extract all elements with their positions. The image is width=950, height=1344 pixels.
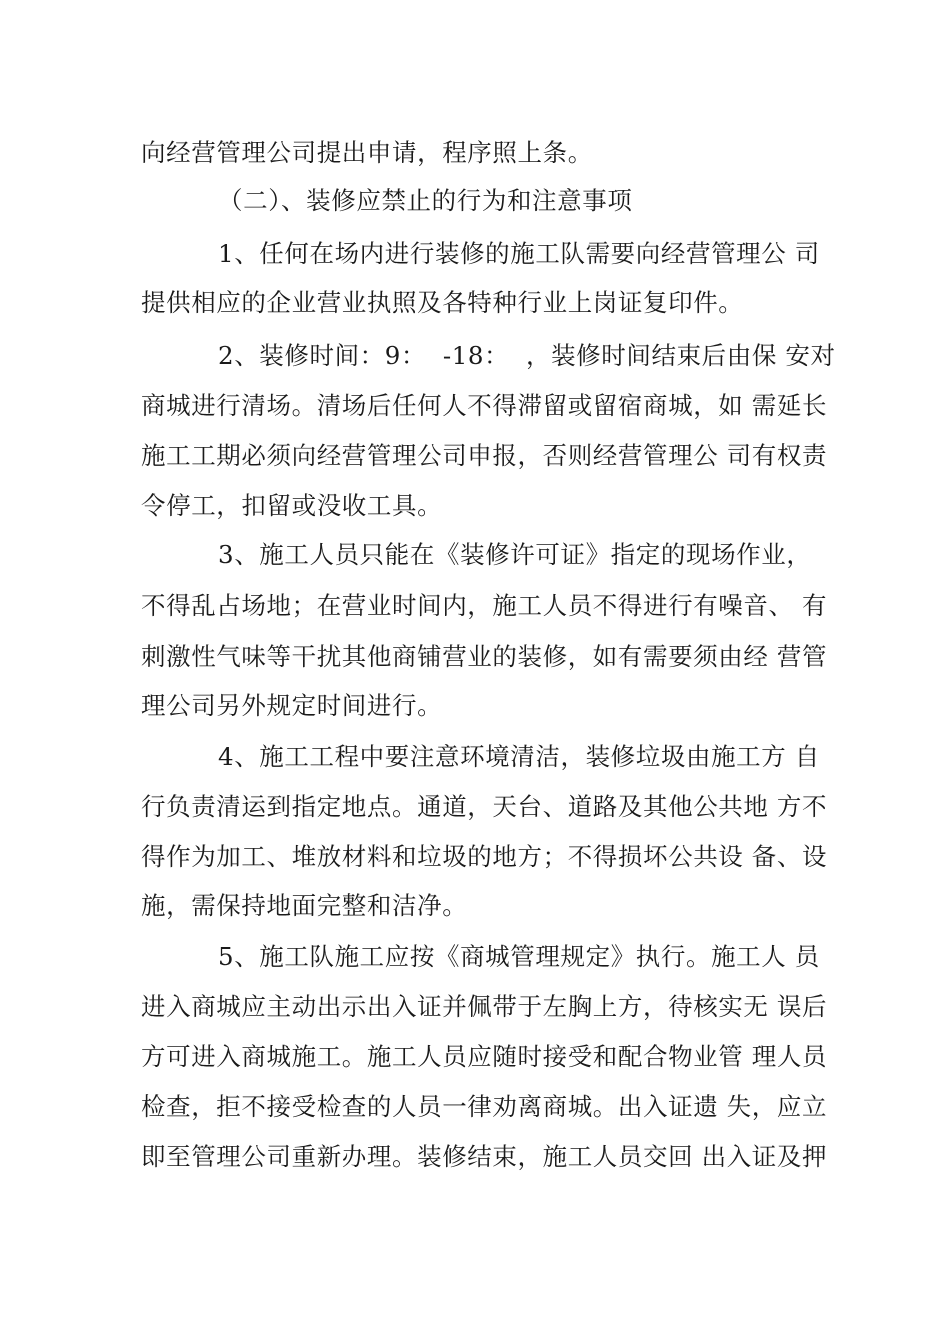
text-line: 得作为加工、堆放材料和垃圾的地方；不得损坏公共设 备、设 [141, 842, 828, 871]
text-line: 商城进行清场。清场后任何人不得滞留或留宿商城，如 需延长 [141, 391, 828, 420]
text-line: 5、施工队施工应按《商城管理规定》执行。施工人 员 [218, 942, 820, 971]
text-line: 施工工期必须向经营管理公司申报，否则经营管理公 司有权责 [141, 441, 828, 470]
text-line: 3、施工人员只能在《装修许可证》指定的现场作业， [218, 540, 812, 569]
section-heading: （二）、装修应禁止的行为和注意事项 [218, 186, 633, 215]
text-line: 刺激性气味等干扰其他商铺营业的装修，如有需要须由经 营管 [141, 642, 828, 671]
text-line: 检查，拒不接受检查的人员一律劝离商城。出入证遗 失，应立 [141, 1092, 828, 1121]
text-line: 4、施工工程中要注意环境清洁，装修垃圾由施工方 自 [218, 742, 820, 771]
text-line: 施，需保持地面完整和洁净。 [141, 891, 468, 920]
text-line: 向经营管理公司提出申请，程序照上条。 [141, 138, 593, 167]
text-line: 方可进入商城施工。施工人员应随时接受和配合物业管 理人员 [141, 1042, 828, 1071]
text-line: 行负责清运到指定地点。通道，天台、道路及其他公共地 方不 [141, 792, 828, 821]
text-line: 提供相应的企业营业执照及各特种行业上岗证复印件。 [141, 288, 744, 317]
text-line: 不得乱占场地；在营业时间内，施工人员不得进行有噪音、 有 [141, 591, 828, 620]
text-line: 理公司另外规定时间进行。 [141, 691, 443, 720]
text-line: 令停工，扣留或没收工具。 [141, 491, 443, 520]
text-line: 进入商城应主动出示出入证并佩带于左胸上方，待核实无 误后 [141, 992, 828, 1021]
text-line: 即至管理公司重新办理。装修结束，施工人员交回 出入证及押 [141, 1142, 828, 1171]
text-line: 1、任何在场内进行装修的施工队需要向经营管理公 司 [218, 239, 820, 268]
text-line: 2、装修时间：9： -18： ，装修时间结束后由保 安对 [218, 341, 836, 370]
